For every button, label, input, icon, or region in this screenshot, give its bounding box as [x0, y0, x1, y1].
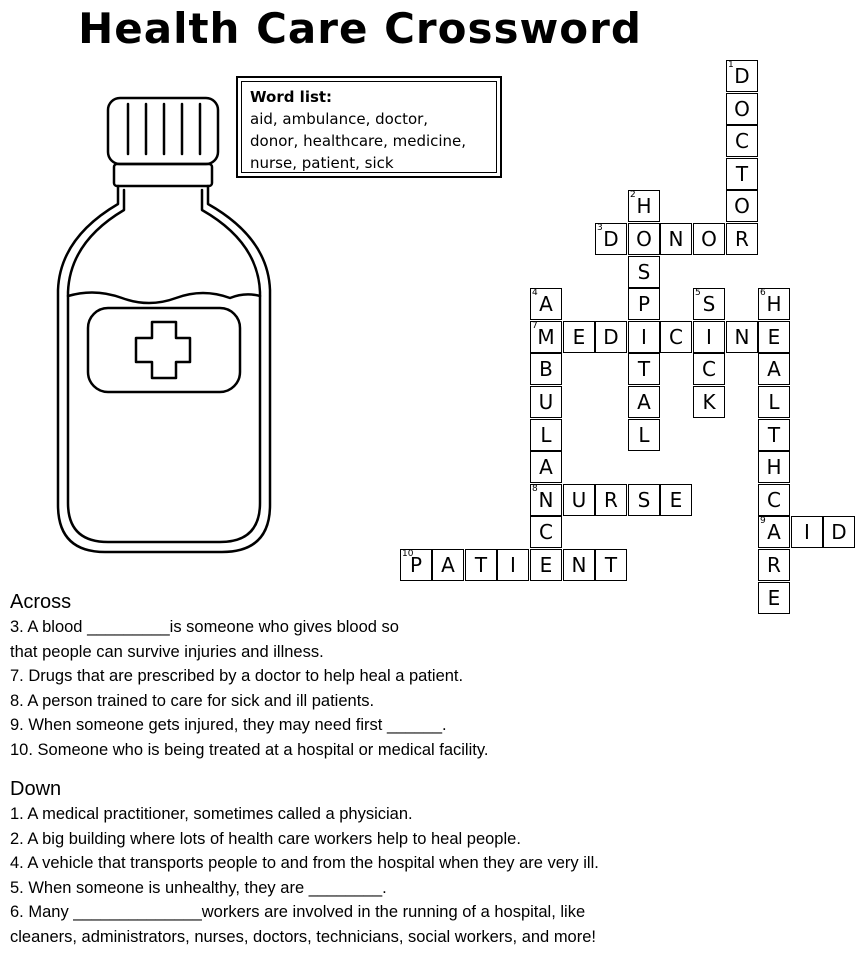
clue-line: [10, 851, 710, 876]
crossword-cell[interactable]: [497, 549, 529, 581]
cell-letter: L: [638, 423, 650, 447]
clue-number: 7: [532, 321, 538, 331]
cell-letter: N: [538, 488, 554, 512]
cell-letter: H: [766, 292, 782, 316]
clue-text: 6. Many: [10, 903, 74, 921]
crossword-cell[interactable]: [726, 60, 758, 92]
cell-letter: N: [668, 227, 684, 251]
clue-line: [10, 900, 710, 925]
crossword-cell[interactable]: [628, 353, 660, 385]
cell-letter: L: [540, 423, 552, 447]
cell-letter: P: [637, 292, 651, 316]
crossword-cell[interactable]: [530, 321, 562, 353]
crossword-cell[interactable]: [758, 516, 790, 548]
cell-letter: O: [701, 227, 717, 251]
clue-line: [10, 925, 710, 950]
crossword-cell[interactable]: [758, 484, 790, 516]
cell-letter: E: [767, 586, 781, 610]
cell-letter: A: [539, 292, 553, 316]
crossword-cell[interactable]: [726, 93, 758, 125]
crossword-cell[interactable]: [628, 223, 660, 255]
crossword-cell[interactable]: [563, 549, 595, 581]
cell-letter: I: [510, 553, 516, 577]
clue-text: .: [442, 716, 447, 734]
crossword-cell[interactable]: [628, 419, 660, 451]
clue-number: 2: [630, 190, 636, 200]
across-heading: Across: [10, 591, 72, 613]
crossword-cell[interactable]: [758, 451, 790, 483]
clue-text: 3. A blood: [10, 618, 88, 636]
crossword-cell[interactable]: [758, 288, 790, 320]
cell-letter: A: [767, 357, 781, 381]
cell-letter: U: [571, 488, 587, 512]
crossword-cell[interactable]: [628, 190, 660, 222]
crossword-cell[interactable]: [530, 451, 562, 483]
cell-letter: T: [735, 162, 749, 186]
crossword-cell[interactable]: [563, 484, 595, 516]
crossword-cell[interactable]: [530, 484, 562, 516]
cell-letter: L: [768, 390, 780, 414]
crossword-cell[interactable]: [693, 223, 725, 255]
cell-letter: K: [702, 390, 716, 414]
clue-line: [10, 713, 710, 738]
cell-letter: B: [539, 357, 553, 381]
clue-number: 4: [532, 288, 538, 298]
crossword-cell[interactable]: [530, 353, 562, 385]
crossword-cell[interactable]: [758, 419, 790, 451]
cell-letter: H: [636, 194, 652, 218]
cell-letter: C: [767, 488, 781, 512]
clue-number: 5: [695, 288, 701, 298]
clue-text: .: [382, 878, 387, 897]
clue-text: that people can survive injuries and illness.: [10, 642, 324, 661]
cell-letter: D: [734, 64, 750, 88]
cell-letter: O: [734, 194, 750, 218]
clue-line: [10, 664, 710, 689]
clue-text: cleaners, administrators, nurses, doctors, technicians, social workers, and more!: [10, 927, 596, 946]
clue-text: 8. A person trained to care for sick and ill patients.: [10, 691, 375, 710]
crossword-cell[interactable]: [758, 549, 790, 581]
clue-number: 1: [728, 60, 734, 70]
cell-letter: A: [767, 520, 781, 544]
crossword-cell[interactable]: [628, 386, 660, 418]
clue-number: 6: [760, 288, 766, 298]
cell-letter: M: [537, 325, 555, 349]
clue-number: 8: [532, 484, 538, 494]
crossword-cell[interactable]: [791, 516, 823, 548]
answer-blank[interactable]: ________: [308, 878, 383, 897]
crossword-cell[interactable]: [628, 321, 660, 353]
crossword-cell[interactable]: [823, 516, 855, 548]
cell-letter: P: [409, 553, 423, 577]
clue-line: [10, 802, 710, 827]
cell-letter: A: [637, 390, 651, 414]
answer-blank[interactable]: ______: [386, 716, 443, 734]
cell-letter: D: [603, 227, 619, 251]
clue-number: 10: [402, 549, 414, 559]
crossword-cell[interactable]: [563, 321, 595, 353]
crossword-cell[interactable]: [726, 321, 758, 353]
crossword-cell[interactable]: [693, 288, 725, 320]
cell-letter: O: [734, 97, 750, 121]
cell-letter: S: [702, 292, 716, 316]
cell-letter: S: [637, 488, 651, 512]
cell-letter: R: [604, 488, 618, 512]
word-list-line: donor, healthcare, medicine,: [250, 132, 467, 150]
crossword-cell[interactable]: [660, 484, 692, 516]
clue-line: [10, 876, 710, 901]
cell-letter: N: [734, 325, 750, 349]
answer-blank[interactable]: _________: [87, 618, 170, 636]
crossword-cell[interactable]: [758, 353, 790, 385]
cell-letter: R: [767, 553, 781, 577]
crossword-cell[interactable]: [595, 223, 627, 255]
crossword-cell[interactable]: [530, 288, 562, 320]
cell-letter: C: [669, 325, 683, 349]
crossword-cell[interactable]: [530, 419, 562, 451]
cell-letter: E: [572, 325, 586, 349]
down-heading: Down: [10, 778, 62, 800]
cell-letter: R: [735, 227, 749, 251]
clue-text: is someone who gives blood so: [169, 618, 399, 636]
crossword-cell[interactable]: [465, 549, 497, 581]
cell-letter: D: [831, 520, 847, 544]
cell-letter: T: [604, 553, 618, 577]
cell-letter: C: [735, 129, 749, 153]
cell-letter: E: [669, 488, 683, 512]
crossword-cell[interactable]: [595, 484, 627, 516]
cell-letter: H: [766, 455, 782, 479]
cell-letter: U: [538, 390, 554, 414]
word-list-line: nurse, patient, sick: [250, 154, 394, 172]
crossword-cell[interactable]: [595, 321, 627, 353]
clue-text: 2. A big building where lots of health care workers help to heal people.: [10, 829, 521, 848]
cell-letter: I: [706, 325, 712, 349]
crossword-cell[interactable]: [595, 549, 627, 581]
clue-text: 10. Someone who is being treated at a hospital or medical facility.: [10, 740, 489, 759]
cell-letter: C: [702, 357, 716, 381]
clue-line: [10, 640, 710, 665]
cell-letter: I: [804, 520, 810, 544]
cell-letter: T: [637, 357, 651, 381]
clue-line: [10, 689, 710, 714]
crossword-cell[interactable]: [530, 516, 562, 548]
crossword-cell[interactable]: [628, 256, 660, 288]
clue-number: 9: [760, 516, 766, 526]
crossword-cell[interactable]: [758, 321, 790, 353]
clue-text: 5. When someone is unhealthy, they are: [10, 878, 309, 897]
crossword-cell[interactable]: [660, 223, 692, 255]
cell-letter: D: [603, 325, 619, 349]
cell-letter: E: [767, 325, 781, 349]
clue-text: 4. A vehicle that transports people to and from the hospital when they are very ill.: [10, 854, 599, 872]
clue-text: 7. Drugs that are prescribed by a doctor to help heal a patient.: [10, 667, 464, 685]
crossword-cell[interactable]: [400, 549, 432, 581]
word-list-heading: Word list:: [250, 88, 333, 106]
crossword-cell[interactable]: [726, 223, 758, 255]
clue-text: 1. A medical practitioner, sometimes called a physician.: [10, 805, 413, 823]
crossword-cell[interactable]: [530, 549, 562, 581]
clue-number: 3: [597, 223, 603, 233]
clue-line: [10, 827, 710, 852]
crossword-cell[interactable]: [726, 125, 758, 157]
cell-letter: O: [636, 227, 652, 251]
cell-letter: A: [441, 553, 455, 577]
crossword-cell[interactable]: [726, 158, 758, 190]
clue-text: 9. When someone gets injured, they may need first: [10, 716, 387, 734]
crossword-cell[interactable]: [693, 386, 725, 418]
crossword-cell[interactable]: [628, 288, 660, 320]
cell-letter: T: [474, 553, 488, 577]
clue-text: workers are involved in the running of a hospital, like: [201, 903, 586, 921]
crossword-cell[interactable]: [693, 321, 725, 353]
crossword-cell[interactable]: [758, 386, 790, 418]
crossword-cell[interactable]: [693, 353, 725, 385]
crossword-cell[interactable]: [660, 321, 692, 353]
answer-blank[interactable]: ______________: [73, 903, 202, 921]
crossword-cell[interactable]: [726, 190, 758, 222]
crossword-cell[interactable]: [432, 549, 464, 581]
cell-letter: S: [637, 260, 651, 284]
cell-letter: N: [571, 553, 587, 577]
down-clues: [10, 776, 710, 949]
word-list-line: aid, ambulance, doctor,: [250, 110, 429, 128]
cell-letter: T: [767, 423, 781, 447]
crossword-cell[interactable]: [758, 582, 790, 614]
cell-letter: E: [539, 553, 553, 577]
crossword-cell[interactable]: [530, 386, 562, 418]
crossword-cell[interactable]: [628, 484, 660, 516]
page-title: Health Care Crossword: [78, 4, 642, 53]
across-clues: [10, 589, 710, 762]
cell-letter: A: [539, 455, 553, 479]
clue-line: [10, 615, 710, 640]
clue-line: [10, 738, 710, 763]
cell-letter: C: [539, 520, 553, 544]
cell-letter: I: [641, 325, 647, 349]
